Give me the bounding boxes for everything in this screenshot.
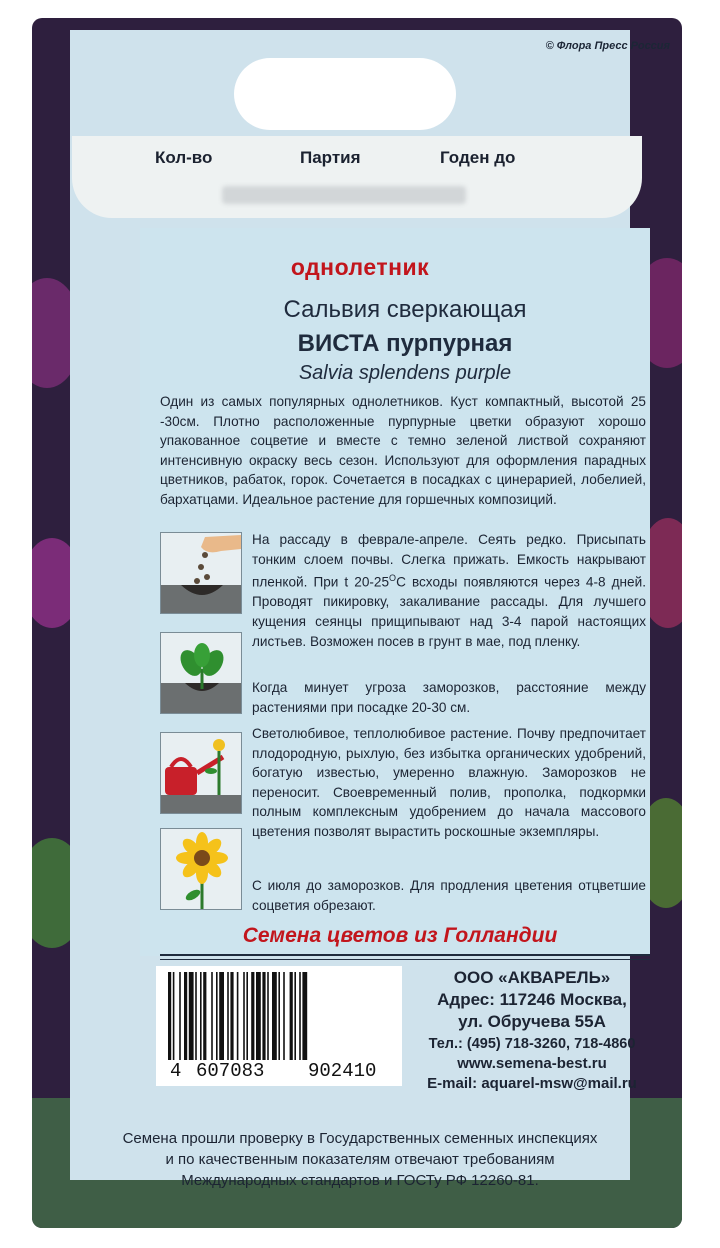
company-phone: Тел.: (495) 718-3260, 718-4860 xyxy=(428,1036,636,1052)
barcode xyxy=(156,966,402,1086)
barcode-digit-first: 4 xyxy=(170,1060,182,1082)
degree-mark: O xyxy=(389,573,397,584)
yellow-flower-icon xyxy=(160,828,242,910)
company-email: E-mail: aquarel-msw@mail.ru xyxy=(427,1075,637,1092)
sowing-text-a: На рассаду в феврале-апреле. Сеять редко. Присыпать тонким слоем почвы. Слегка прижать. Емкость накрывают пленкой. При t 20-25 xyxy=(252,532,646,590)
company-info xyxy=(412,966,652,1092)
batch-label: Партия xyxy=(300,148,361,167)
certification-line: Семена прошли проверку в Государственных семенных инспекциях xyxy=(122,1130,598,1147)
watering-can-icon xyxy=(160,732,242,814)
slogan: Семена цветов из Голландии xyxy=(242,924,558,947)
hang-hole xyxy=(234,58,456,130)
divider-rule xyxy=(160,954,650,956)
sowing-hand-seeds-icon xyxy=(160,532,242,614)
description-text: Один из самых популярных однолетников. Куст компактный, высотой 25 -30см. Плотно расположенные пурпурные цветки образуют хорошо упакованное соцветие и вместе с темно зеленой листвой сохраняют интенсивную окраску весь сезон. Используют для оформления парадных цветников, рабаток, горок. Сочетается в посадках с цинерарией, лобелией, бархатцами. Идеальное растение для горшечных композиций. xyxy=(160,394,646,507)
company-address-1: Адрес: 117246 Москва, xyxy=(437,990,627,1009)
company-website: www.semena-best.ru xyxy=(457,1055,607,1072)
certification-line: и по качественным показателям отвечают требованиям xyxy=(165,1151,555,1168)
sowing-text xyxy=(252,530,646,651)
barcode-digits-right: 902410 xyxy=(308,1060,377,1082)
company-name: ООО «АКВАРЕЛЬ» xyxy=(453,968,611,987)
barcode-bars xyxy=(168,972,390,1060)
plant-type: однолетник xyxy=(290,254,430,280)
company-address-2: ул. Обручева 55А xyxy=(458,1012,606,1031)
seedling-sprout-icon xyxy=(160,632,242,714)
bloom-text: С июля до заморозков. Для продления цветения отцветшие соцветия обрезают. xyxy=(252,878,646,913)
care-text: Светолюбивое, теплолюбивое растение. Почву предпочитает плодородную, рыхлую, без избытка органических удобрений, богатую известью, умеренно влажную. Заморозков не переносит. Своевременный полив, прополка, подкормки полным комплексным удобрением до начала массового цветения позволят вырастить роскошные экземпляры. xyxy=(252,726,646,839)
expires-label: Годен до xyxy=(440,148,516,167)
latin-name: Salvia splendens purple xyxy=(298,362,512,384)
certification-text xyxy=(0,1128,720,1191)
divider-rule-thin xyxy=(160,959,650,960)
barcode-digits-left: 607083 xyxy=(196,1060,265,1082)
sowing-text-b: C всходы появляются через 4-8 дней. Проводят пикировку, закаливание рассады. Для лучшего кущения сеянцы прищипывают над 3-4 парой настоящих листьев. Возможен посев в грунт в мае, под пленку. xyxy=(252,574,646,649)
planting-text: Когда минует угроза заморозков, расстояние между растениями при посадке 20-30 см. xyxy=(252,680,646,715)
copyright: © Флора Пресс Россия xyxy=(545,40,670,52)
certification-line: Международных стандартов и ГОСТу РФ 12260-81. xyxy=(181,1172,539,1189)
quantity-label: Кол-во xyxy=(155,148,213,167)
plant-name: Сальвия сверкающая xyxy=(283,296,527,323)
variety-name: ВИСТА пурпурная xyxy=(297,330,513,357)
redacted-batch-info xyxy=(222,186,466,204)
